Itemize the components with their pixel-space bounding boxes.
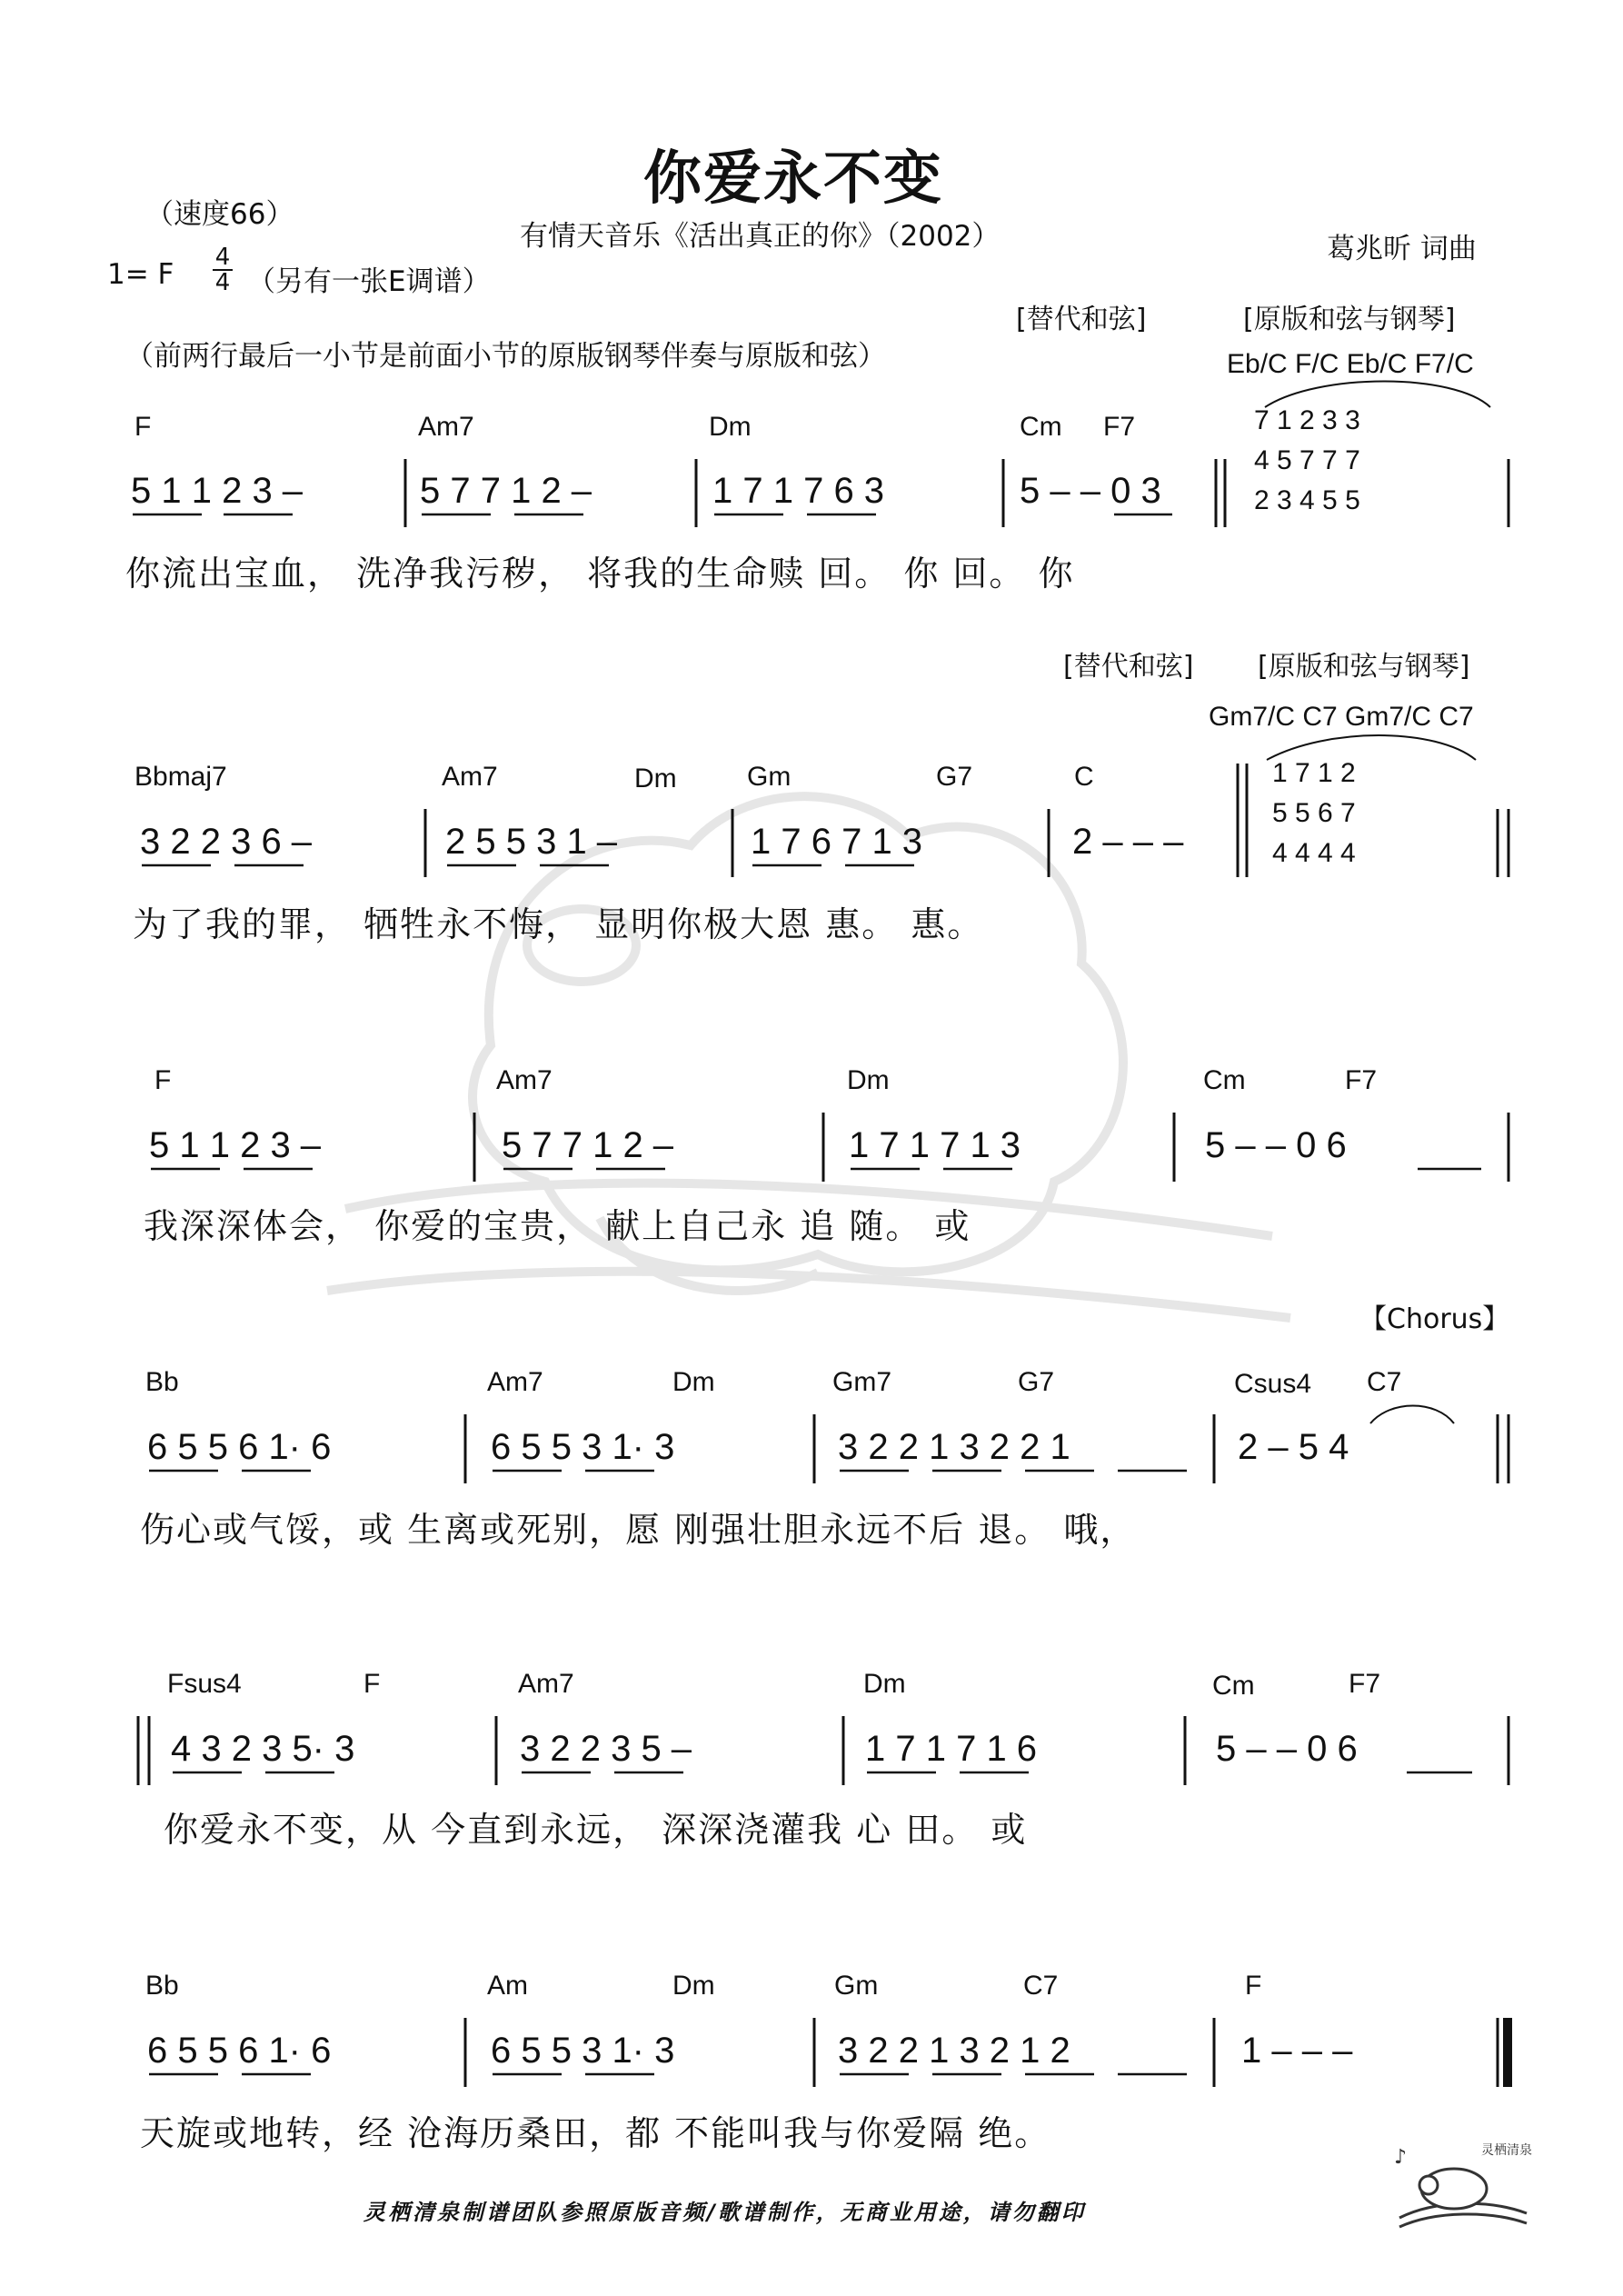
- measure-notes: 5 – – 0 6: [1205, 1125, 1347, 1165]
- piano-mid: 4 5 7 7 7: [1254, 445, 1360, 475]
- chord: Bbmaj7: [134, 762, 227, 792]
- chord: Dm: [672, 1367, 715, 1397]
- measure-notes: 2 5 5 3 1 –: [445, 822, 618, 862]
- alt-chord-label-1: [替代和弦]: [1016, 304, 1147, 335]
- measure-notes: 4 3 2 3 5· 3: [171, 1729, 355, 1769]
- song-title: 你爱永不变: [643, 145, 943, 213]
- measure-notes: 2 – – –: [1072, 822, 1184, 862]
- piano-bottom: 2 3 4 5 5: [1254, 485, 1360, 515]
- chord: Am7: [518, 1669, 574, 1699]
- chord: F7: [1345, 1065, 1378, 1095]
- measure-notes: 6 5 5 6 1· 6: [147, 1427, 332, 1467]
- lyric-line: 为了我的罪， 牺牲永不悔， 显明你极大恩 惠。 惠。: [133, 904, 984, 944]
- measure-notes: 1 – – –: [1241, 2031, 1353, 2071]
- chord: Bb: [145, 1971, 179, 2001]
- logo-text: 灵栖清泉: [1481, 2143, 1532, 2158]
- lyric-line: 你流出宝血， 洗净我污秽， 将我的生命赎 回。 你 回。 你: [125, 554, 1075, 594]
- orig-chord-label-2: [原版和弦与钢琴]: [1258, 651, 1470, 683]
- measure-notes: 5 – – 0 3: [1020, 471, 1161, 511]
- lyric-line: 你爱永不变，从 今直到永远， 深深浇灌我 心 田。 或: [164, 1810, 1028, 1850]
- piano-top: 7 1 2 3 3: [1254, 405, 1360, 435]
- chord: Am7: [442, 762, 498, 792]
- chord: Dm: [847, 1065, 890, 1095]
- chord: G7: [936, 762, 973, 792]
- author: 葛兆昕 词曲: [1327, 233, 1477, 265]
- lyric-line: 我深深体会， 你爱的宝贵， 献上自己永 追 随。 或: [144, 1206, 971, 1246]
- orig-chords-2: Gm7/C C7 Gm7/C C7: [1209, 702, 1474, 732]
- orig-chords-1: Eb/C F/C Eb/C F7/C: [1227, 349, 1474, 379]
- measure-notes: 5 1 1 2 3 –: [149, 1125, 322, 1165]
- chord: C: [1074, 762, 1094, 792]
- svg-text:♪: ♪: [1394, 2146, 1408, 2169]
- chord: Gm7: [832, 1367, 892, 1397]
- logo: [1381, 2136, 1536, 2236]
- measure-notes: 5 7 7 1 2 –: [420, 471, 592, 511]
- chord: F: [134, 412, 152, 442]
- chord: Csus4: [1234, 1369, 1312, 1399]
- chord: Am7: [487, 1367, 543, 1397]
- measure-notes: 1 7 6 7 1 3: [751, 822, 923, 862]
- chord: Dm: [672, 1971, 715, 2001]
- chord: F7: [1349, 1669, 1381, 1699]
- lyric-line: 伤心或气馁，或 生离或死别，愿 刚强壮胆永远不后 退。 哦，: [140, 1510, 1137, 1550]
- chord: G7: [1018, 1367, 1055, 1397]
- chord: Am7: [418, 412, 474, 442]
- chord: Dm: [709, 412, 752, 442]
- piano-top: 1 7 1 2: [1272, 758, 1356, 788]
- lyric-line: 天旋或地转，经 沧海历桑田，都 不能叫我与你爱隔 绝。: [140, 2113, 1051, 2153]
- measure-notes: 6 5 5 6 1· 6: [147, 2031, 332, 2071]
- chord: C7: [1023, 1971, 1059, 2001]
- measure-notes: 3 2 2 3 5 –: [520, 1729, 692, 1769]
- measure-notes: 5 – – 0 6: [1216, 1729, 1358, 1769]
- measure-notes: 1 7 1 7 6 3: [712, 471, 885, 511]
- measure-notes: 5 7 7 1 2 –: [502, 1125, 674, 1165]
- chord: Gm: [834, 1971, 879, 2001]
- measure-notes: 5 1 1 2 3 –: [131, 471, 304, 511]
- footer-note: 灵栖清泉制谱团队参照原版音频/歌谱制作，无商业用途，请勿翻印: [363, 2200, 1086, 2225]
- chord: Dm: [863, 1669, 906, 1699]
- chord: F: [154, 1065, 172, 1095]
- chord: Cm: [1212, 1671, 1255, 1701]
- chord: Cm: [1203, 1065, 1246, 1095]
- chord: Cm: [1020, 412, 1062, 442]
- chord: Gm: [747, 762, 792, 792]
- chord: F: [363, 1669, 381, 1699]
- measure-notes: 3 2 2 3 6 –: [140, 822, 313, 862]
- measure-notes: 1 7 1 7 1 3: [849, 1125, 1021, 1165]
- piano-mid: 5 5 6 7: [1272, 798, 1356, 828]
- measure-notes: 3 2 2 1 3 2 1 2: [838, 2031, 1070, 2071]
- chord: F7: [1103, 412, 1136, 442]
- tempo: （速度66）: [145, 198, 294, 231]
- alt-key-note: （另有一张E调谱）: [247, 265, 491, 298]
- chord: C7: [1367, 1367, 1402, 1397]
- intro-note: （前两行最后一小节是前面小节的原版钢琴伴奏与原版和弦）: [125, 340, 886, 373]
- chord: Bb: [145, 1367, 179, 1397]
- measure-notes: 6 5 5 3 1· 3: [491, 1427, 675, 1467]
- chord: Dm: [634, 764, 677, 794]
- chord: Am: [487, 1971, 528, 2001]
- measure-notes: 3 2 2 1 3 2 2 1: [838, 1427, 1070, 1467]
- album-info: 有情天音乐《活出真正的你》（2002）: [520, 220, 1001, 253]
- chord: Fsus4: [167, 1669, 242, 1699]
- chord: F: [1245, 1971, 1262, 2001]
- measure-notes: 1 7 1 7 1 6: [865, 1729, 1038, 1769]
- chorus-label: 【Chorus】: [1359, 1303, 1510, 1335]
- alt-chord-label-2: [替代和弦]: [1063, 651, 1194, 683]
- measure-notes: 6 5 5 3 1· 3: [491, 2031, 675, 2071]
- time-signature: 4 4: [213, 245, 233, 294]
- orig-chord-label-1: [原版和弦与钢琴]: [1243, 304, 1456, 335]
- piano-bottom: 4 4 4 4: [1272, 838, 1356, 868]
- measure-notes: 2 – 5 4: [1238, 1427, 1349, 1467]
- chord: Am7: [496, 1065, 553, 1095]
- key-signature: 1= F: [107, 258, 174, 291]
